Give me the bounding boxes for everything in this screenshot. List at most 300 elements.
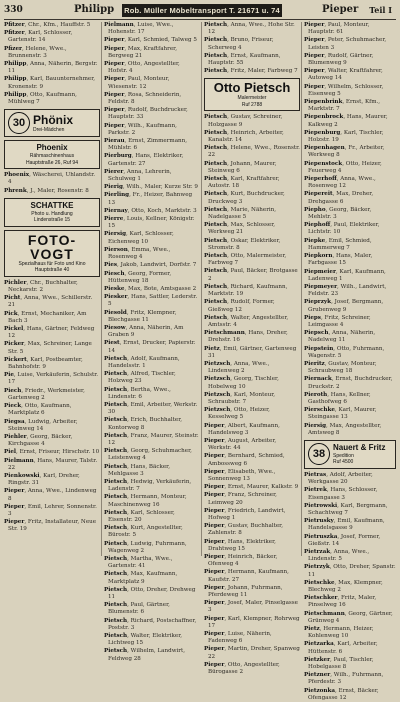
directory-entry: Pies, Jakob, Landwirt, Dorfstr. 7 [104,262,197,269]
entry-surname: Pietsch [204,129,228,136]
directory-entry: Piernack, Ernst, Buchdrucker, Druckstr. 2 [304,376,393,390]
advert-otto-pietsch [204,78,300,111]
directory-entry: Pietsch, Max, Schlosser, Werkweg 21 [204,222,276,236]
directory-entry: Piepmeyer, Wilh., Landwirt, Feldstr. 23 [304,283,387,298]
entry-surname: Piepstein [304,345,334,352]
entry-surname: Piesold [104,309,127,316]
directory-entry: Pietrek, Hans, Schlosser, Eisengasse 3 [304,487,378,501]
directory-entry: Pielmann, Luise, Wwe., Hohenstr. 17 [104,22,174,36]
directory-entry: Piech, Friedr., Werkmeister, Gartenweg 2 [4,387,85,401]
directory-entry: Pietsch, Kurt, Angestellter, Bürostr. 5 [104,525,183,539]
entry-surname: Pieper [204,492,225,499]
advert-phoenix-2 [4,140,100,169]
directory-entry: Pietsch, Georg, Schuhmacher, Leistenweg 4 [104,448,192,462]
directory-entry: Pieper, Friedrich, Landwirt, Hofweg 1 [204,507,286,521]
entry-surname: Pickel [4,326,24,333]
directory-entry: Pfizer, Helene, Wwe., Brunnenstr. 3 [4,45,67,59]
entry-list [304,22,396,437]
entry-surname: Piersig [104,231,127,238]
entry-surname: Pierig [104,184,123,191]
directory-entry: Piepenbrock, Hans, Maurer, Kalkweg 2 [304,114,388,128]
directory-entry: Pietsch, Rudolf, Former, Gießweg 12 [204,299,275,313]
entry-surname: Pietzarka [304,641,334,648]
advert-line: Rähmaschinenhaus [29,153,75,160]
directory-entry: Piepkorn, Hans, Maler, Farbgasse 15 [304,253,373,267]
advert-title: Phoenix [36,143,68,153]
directory-entry: Piesker, Hans, Sattler, Lederstr. 5 [104,294,198,308]
entry-surname: Pieper [204,538,225,545]
directory-entry: Pfitzer, Chr., Kfm., Hauffstr. 5 [4,22,91,28]
directory-entry: Pietrusky, Emil, Kaufmann, Handelsgasse 9 [304,518,385,532]
entry-surname: Pietsch [104,509,128,516]
column-2 [104,22,200,662]
entry-list [204,114,300,676]
entry-surname: Pietsch [204,314,228,321]
directory-entry: Pietruszka, Josef, Former, Gießstr. 14 [304,533,381,547]
entry-surname: Pieper [204,484,225,491]
column-divider [101,22,102,556]
directory-entry: Pick, Ernst, Mechaniker, Am Bach 3 [4,310,87,324]
advert-line: Hauptstraße 26, Ruf 94 [26,159,78,166]
entry-list [204,22,300,75]
advert-line: Malermeister [237,95,267,102]
directory-entry: Pierig, Wilh., Maler, Kurze Str. 9 [104,184,198,191]
directory-entry: Pietsch, Gustav, Schreiner, Holzgasse 9 [204,114,283,128]
entry-surname: Pieritz [304,360,325,367]
entry-surname: Pietsch [104,432,128,439]
entry-surname: Pietzsch [204,360,231,367]
directory-entry: Pietzsch, Karl, Monteur, Schraubstr. 7 [204,391,276,405]
directory-entry: Pietrzyk, Otto, Dreher, Spanstr. 11 [304,564,396,578]
entry-surname: Pierling [104,192,130,199]
entry-surname: Pieper [204,584,225,591]
entry-surname: Pieper [304,52,325,59]
directory-entry: Picker, Max, Schreiner, Lange Str. 5 [4,341,92,355]
entry-surname: Pieper [204,615,225,622]
section-label: Teil I [369,5,392,15]
entry-surname: Pieper [104,91,125,98]
directory-entry: Pierling, Fr., Heizer, Bahnweg 13 [104,192,193,206]
directory-entry: Pietsch, Richard, Kaufmann, Marktstr. 19 [204,283,288,298]
entry-surname: Piernack [304,376,332,383]
directory-entry: Pietsch, Oskar, Elektriker, Stromstr. 8 [204,237,281,251]
advert-line: Hauptstraße 40 [34,267,70,274]
directory-entry: Pietsch, Helene, Wwe., Rosenstr. 22 [204,145,300,159]
entry-surname: Pietzner [304,672,331,679]
entry-surname: Pietsch [204,283,228,290]
entry-surname: Pieper [204,422,225,429]
directory-entry: Pietzsch, Georg, Tischler, Hobelweg 10 [204,376,279,390]
directory-entry: Pietsch, Ludwig, Fuhrmann, Wagenweg 2 [104,540,187,554]
directory-entry: Pietsch, Walter, Angestellter, Amtsstr. 4 [204,314,289,328]
entry-surname: Piech [4,387,22,394]
entry-surname: Pieroth [304,391,328,398]
left-guide-name: Philipp [74,4,115,15]
directory-entry: Piernay, Otto, Koch, Marktstr. 3 [104,207,197,214]
directory-entry: Pierre, Louis, Kellner, Königstr. 15 [104,216,195,230]
directory-entry: Pietsch, Wilhelm, Landwirt, Feldweg 28 [104,648,185,662]
directory-entry: Pietsch, Paul, Bäcker, Brotgasse 2 [204,268,298,282]
entry-surname: Pietsch [104,571,128,578]
entry-surname: Pieper [204,507,225,514]
entry-surname: Philipp [4,76,27,83]
column-3 [204,22,300,676]
advert-title: FOTO-VOGT [27,231,77,262]
entry-surname: Pieper [204,569,225,576]
advert-line: Spezialhaus für Foto und Kino [18,260,86,267]
entry-surname: Pietsch [104,556,128,563]
directory-entry: Piersig, Max, Angestellter, Amtsweg 8 [304,422,382,436]
directory-entry: Pietsch, Heinrich, Arbeiter, Kanalstr. 14 [204,129,284,144]
directory-entry: Pietsch, Otto, Dreher, Drehweg 11 [104,586,196,601]
directory-entry: Pietsch, Johann, Maurer, Steinweg 6 [204,160,277,174]
directory-entry: Pietsch, Alfred, Tischler, Holzweg 23 [104,371,176,385]
entry-surname: Pieper [204,437,225,444]
directory-entry: Piest, Ernst, Drucker, Papierstr. 14 [104,340,196,354]
directory-entry: Pietschke, Max, Klempner, Blechweg 2 [304,579,383,594]
directory-entry: Pietzonka, Ernst, Bäcker, Ofengasse 12 [304,687,379,701]
directory-entry: Pietz, Emil, Gärtner, Gartenweg 31 [204,345,297,359]
entry-surname: Pietsch [104,448,128,455]
directory-entry: Pietsch, Erich, Buchhalter, Kontorweg 8 [104,417,183,431]
directory-entry: Pietsch, Max, Kaufmann, Marktplatz 9 [104,571,178,585]
directory-entry: Pieper, Franz, Schreiner, Leimweg 20 [204,492,277,506]
directory-entry: Piegsa, Ludwig, Arbeiter, Steinweg 14 [4,418,78,432]
entry-surname: Pietz [304,626,320,633]
directory-entry: Pietsch, Otto, Malermeister, Farbweg 7 [204,253,287,267]
entry-list [4,172,100,195]
entry-surname: Pieprzyk [304,299,332,306]
directory-entry: Piepenbrink, Ernst, Kfm., Marktstr. 7 [304,99,381,113]
directory-entry: Pieper, Albert, Kaufmann, Handelsweg 3 [204,422,280,436]
directory-entry: Pieper, Martin, Dreher, Spanweg 22 [204,646,300,660]
entry-surname: Pietsch [204,222,228,229]
directory-entry: Pieper, Josef, Maler, Pinselgasse 3 [204,600,298,614]
entry-surname: Pietsch [204,37,228,44]
entry-surname: Piehler [4,433,27,440]
entry-surname: Pietschke [304,579,335,586]
right-guide-name: Pieper [322,4,359,15]
entry-surname: Pielmann [104,22,134,28]
directory-entry: Picht, Anna, Wwe., Schillerstr. 21 [4,295,93,309]
directory-entry: Pietzner, Wilh., Fuhrmann, Pferdestr. 3 [304,672,384,686]
advert-schattke [4,198,100,227]
entry-surname: Pieps [304,314,321,321]
directory-entry: Pietschker, Fritz, Maler, Pinselweg 16 [304,595,377,609]
entry-surname: Pietsch [104,602,128,609]
entry-surname: Picker [4,341,25,348]
directory-entry: Pietsch, Bertha, Wwe., Lindenstr. 6 [104,386,171,400]
directory-entry: Pieper, Ernst, Maurer, Kalkstr. 9 [204,484,299,491]
directory-entry: Pietsch, Walter, Elektriker, Lichtweg 15 [104,633,183,647]
directory-entry: Pieper, Paul, Monteur, Wiesenstr. 12 [104,76,170,90]
entry-surname: Piegsa [4,418,25,425]
directory-entry: Piesch, Georg, Former, Hüttenweg 18 [104,270,172,284]
advert-title: SCHATTKE [30,200,74,210]
entry-surname: Pietsch [204,176,228,183]
advert-line: Spedition [333,452,354,459]
entry-surname: Pietsch [204,68,228,75]
entry-surname: Pieper [104,76,125,83]
directory-entry: Pieps, Fritz, Schreiner, Leimgasse 4 [304,314,371,328]
entry-surname: Piepenburg [304,129,341,136]
directory-entry: Pietsch, Bruno, Friseur, Scherweg 4 [204,37,274,51]
directory-entry: Pietzsch, Otto, Heizer, Kesselweg 5 [204,407,270,421]
entry-surname: Pieper [4,488,25,495]
advert-nauert [304,440,396,469]
entry-list [304,472,396,702]
directory-entry: Pieper, Heinrich, Bäcker, Ofenweg 4 [204,554,278,568]
entry-surname: Pietzsch [204,407,231,414]
directory-entry: Pietsch, Ernst, Kaufmann, Hauptstr. 55 [204,52,281,67]
entry-surname: Pierer [104,168,124,175]
entry-surname: Pieper [204,554,225,560]
column-divider [201,22,202,556]
entry-surname: Pieper [104,107,125,114]
directory-entry: Pietras, Adolf, Arbeiter, Werkgasse 20 [304,471,373,486]
directory-entry: Pierson, Emma, Wwe., Rosenweg 4 [104,246,171,261]
directory-entry: Pietsch, Emil, Arbeiter, Werkstr. 30 [104,401,198,416]
entry-surname: Pietzker [304,656,331,663]
entry-surname: Pieper [204,646,225,653]
column-1 [4,22,100,556]
directory-entry: Philipp, Karl, Bauunternehmer, Kronenstr. 9 [4,76,96,90]
column-divider [301,22,302,556]
entry-surname: Pietsch [204,145,228,152]
entry-surname: Pietrowski [304,502,338,509]
directory-entry: Pieper, Gustav, Buchhalter, Zahlenstr. 8 [204,523,284,537]
entry-surname: Pietsch [204,237,228,244]
entry-surname: Pietsch [204,191,228,198]
entry-surname: Pietschmann [304,610,345,617]
directory-entry: Piephoff, Paul, Elektriker, Lichtstr. 10 [304,222,380,236]
entry-surname: Pietsch [104,355,128,362]
directory-entry: Pietsch, Anna, Wwe., Hohe Str. 12 [204,22,295,36]
entry-surname: Pieper [104,122,125,129]
advert-line: Ruf 2788 [241,101,263,108]
entry-surname: Piepsch [304,330,329,337]
entry-surname: Pieper [104,61,125,68]
entry-surname: Piesker [104,294,128,301]
directory-entry: Pieck, Otto, Kaufmann, Marktplatz 6 [4,403,72,417]
directory-entry: Pieper, Rosa, Schneiderin, Feldstr. 8 [104,91,182,106]
entry-surname: Pietsch [204,114,228,121]
directory-entry: Pieper, Karl, Klempner, Rohrweg 17 [204,615,300,629]
entry-surname: Pielmann [4,457,34,464]
entry-surname: Pfitzer [4,22,25,28]
entry-surname: Pierson [104,246,128,253]
directory-entry: Pieper, Johann, Fuhrmann, Pferdeweg 11 [204,584,283,599]
entry-surname: Pietsch [104,386,128,393]
entry-surname: Pietsch [104,371,128,378]
entry-surname: Pietsch [104,417,128,424]
entry-surname: Pietsch [104,525,128,532]
entry-surname: Pietrzak [304,549,331,555]
directory-entry: Pietzker, Paul, Tischler, Hobelgasse 8 [304,656,374,671]
entry-surname: Pie [4,372,14,379]
directory-entry: Pieper, Peter, Schuhmacher, Leisten 3 [304,37,387,51]
entry-surname: Pietsch [204,160,228,167]
entry-surname: Pfizer [4,45,22,52]
entry-surname: Pieper [304,37,325,44]
entry-surname: Pietzonka [304,687,335,694]
entry-list [4,280,100,534]
entry-surname: Piepmeier [304,268,336,275]
advert-title: Nauert & Fritz [333,442,386,452]
entry-surname: Pierau [104,138,125,145]
entry-surname: Pietsch [104,463,128,470]
entry-surname: Pietsch [104,494,128,501]
directory-entry: Pieper, Hans, Elektriker, Drahtweg 15 [204,538,276,552]
entry-surname: Piernay [104,207,128,214]
entry-surname: Pieperhoff [304,176,337,183]
directory-entry: Pietsch, Paul, Gärtner, Blumenstr. 6 [104,602,170,616]
directory-entry: Pieper, Elisabeth, Wwe., Sonnenweg 13 [204,468,276,482]
entry-surname: Piel [4,449,17,456]
advert-title: Phönix [33,112,74,127]
directory-entry: Pieritz, Gustav, Monteur, Schraubweg 18 [304,360,377,375]
directory-entry: Piepmeier, Karl, Kaufmann, Ladenweg 1 [304,268,386,282]
directory-entry: Pieper, Bernhard, Schmied, Ambossweg 6 [204,453,285,467]
entry-surname: Piepenbrock [304,114,344,121]
entry-surname: Piepereit [304,191,333,198]
entry-surname: Pietruszka [304,533,338,540]
directory-entry: Pierburg, Hans, Elektriker, Gartenstr. 27 [104,153,184,167]
directory-entry: Pietzsch, Anna, Wwe., Lindenweg 2 [204,360,270,375]
entry-surname: Pietsch [104,617,128,624]
phoenix-logo: 30 [8,112,30,134]
advert-line: Photo u. Handlung [31,210,73,217]
entry-surname: Pieper [304,22,325,28]
directory-entry: Pierer, Anna, Lehrerin, Schulweg 1 [104,168,172,183]
entry-surname: Pieper [304,68,325,75]
advert-title: Otto Pietsch [213,80,291,96]
entry-surname: Pieper [204,600,225,607]
entry-surname: Pietzsch [204,376,231,383]
directory-entry: Pieper, Luise, Näherin, Fadenweg 6 [204,631,272,645]
directory-entry: Piehler, Georg, Bäcker, Kirchgasse 4 [4,433,73,448]
directory-entry: Pienkowski, Karl, Dreher, Ringstr. 31 [4,472,80,487]
nauert-logo: 38 [308,443,330,465]
entry-surname: Pietsch [104,586,128,593]
directory-entry: Pieper, Rudolf, Buchdrucker, Hauptstr. 33 [104,107,188,121]
entry-surname: Piepenhagen [304,145,345,152]
directory-entry: Pieper, Karl, Schmied, Talweg 5 [104,37,197,44]
advert-subtitle: Drei-Mädchen [33,126,65,133]
directory-entry: Pietschmann, Georg, Gärtner, Grünweg 4 [304,610,393,624]
directory-entry: Pieper, Fritz, Installateur, Neue Str. 19 [4,519,97,533]
directory-entry: Pietsch, Franz, Maurer, Steinstr. 12 [104,432,199,446]
entry-surname: Pietsch [204,253,228,260]
directory-entry: Pieper, Walter, Kraftfahrer, Autoweg 14 [304,68,383,82]
entry-surname: Pietsch [204,52,228,59]
directory-entry: Pietsch, Hedwig, Verkäuferin, Ladenstr. 7 [104,478,192,493]
directory-entry: Pietschmann, Hans, Dreher, Drehstr. 16 [204,330,288,344]
directory-entry: Pieper, Wilh., Kaufmann, Parkstr. 2 [104,122,177,136]
entry-surname: Pieper [104,37,125,44]
entry-surname: Pieper [104,45,125,52]
entry-surname: Piepmeyer [304,283,338,290]
directory-entry: Pieper, Emil, Lehrer, Sonnenstr. 3 [4,503,97,517]
directory-entry: Pietsch, Richard, Postschaffner, Poststr. 3 [104,617,197,631]
directory-entry: Pietzarka, Karl, Arbeiter, Hüttenstr. 6 [304,641,378,655]
directory-entry: Philipp, Anna, Näherin, Bergstr. 11 [4,61,98,75]
header-advert-banner: Rob. Müller Möbeltransport T. 21671 u. 74 [122,4,282,17]
entry-surname: Pietsch [104,401,128,408]
entry-list [4,22,100,106]
directory-entry: Pietrzak, Anna, Wwe., Lindenstr. 5 [304,549,370,563]
directory-entry: Pietsch, Marie, Näherin, Nadelgasse 5 [204,206,277,221]
entry-surname: Pickert [4,356,27,363]
directory-entry: Piel, Ernst, Friseur, Hirschstr. 10 [4,449,100,456]
entry-surname: Pietsch [204,206,228,213]
directory-entry: Pieper, Rudolf, Gärtner, Blumenweg 9 [304,52,374,67]
directory-entry: Piepereit, Max, Dreher, Drehgasse 6 [304,191,374,205]
entry-surname: Pieck [4,403,22,410]
entry-surname: Pienkowski [4,472,40,479]
entry-surname: Pieper [204,523,225,530]
entry-surname: Pietsch [204,299,228,306]
directory-entry: Pieper, Paul, Monteur, Hauptstr. 61 [304,22,370,36]
entry-surname: Pick [4,310,18,317]
page-number: 330 [4,5,23,15]
entry-surname: Pietsch [104,648,128,655]
directory-entry: Piesold, Fritz, Klempner, Blechgasse 11 [104,309,177,323]
entry-surname: Pieper [204,453,225,460]
directory-entry: Piesow, Anna, Näherin, Am Graben 9 [104,324,184,339]
directory-entry: Pieperhoff, Anna, Wwe., Rosenweg 12 [304,176,376,190]
directory-entry: Pietsch, Hermann, Monteur, Maschinenweg 16 [104,494,187,508]
directory-entry: Pietsch, Karl, Schlosser, Eisenstr. 20 [104,509,175,523]
directory-entry: Pieper, Max, Kraftfahrer, Bergweg 21 [104,45,177,59]
entry-surname: Piephoff [304,222,331,229]
directory-entry: Pietsch, Hans, Bäcker, Mehlgasse 3 [104,463,171,477]
directory-entry: Pietsch, Fritz, Maler, Farbweg 7 [204,68,298,75]
directory-entry: Pfitzer, Karl, Schlosser, Gartenstr. 14 [4,30,73,44]
directory-entry: Piepstein, Otto, Fuhrmann, Wagenstr. 5 [304,345,385,359]
entry-surname: Pietrusky [304,518,334,525]
entry-surname: Piepenstock [304,160,343,167]
advert-foto-vogt [4,230,100,277]
header-rule [4,19,396,20]
entry-surname: Piepke [304,237,326,244]
entry-surname: Phoenix [4,172,30,179]
entry-surname: Pierre [104,216,124,223]
directory-entry: Piepsch, Anna, Näherin, Nadelweg 11 [304,330,376,344]
directory-entry: Pieper, Otto, Angestellter, Bürogasse 2 [204,661,280,676]
entry-surname: Piesow [104,324,126,331]
directory-entry: Pieske, Max, Bote, Amtsgasse 2 [104,285,197,292]
entry-surname: Pieper [4,519,25,526]
directory-entry: Pieroth, Hans, Kellner, Gasthofweg 6 [304,391,371,405]
entry-surname: Philipp [4,91,27,98]
entry-surname: Pieper [4,503,25,510]
entry-surname: Pies [104,262,118,269]
entry-surname: Piepkorn [304,253,333,260]
entry-surname: Pierschke [304,407,335,414]
directory-entry: Pieper, August, Arbeiter, Werkstr. 44 [204,437,277,452]
entry-surname: Pietschmann [204,330,245,337]
column-4 [304,22,396,701]
directory-entry: Pieper, Anna, Wwe., Lindenweg 8 [4,488,97,502]
directory-entry: Pielmann, Hans, Maurer, Talstr. 22 [4,457,98,471]
entry-surname: Picht [4,295,21,302]
advert-phoenix [4,109,100,137]
entry-surname: Pieper [204,661,225,668]
entry-list [104,22,200,663]
directory-entry: Piersig, Karl, Schlosser, Eichenweg 10 [104,231,174,245]
entry-surname: Pietzsch [204,391,231,398]
